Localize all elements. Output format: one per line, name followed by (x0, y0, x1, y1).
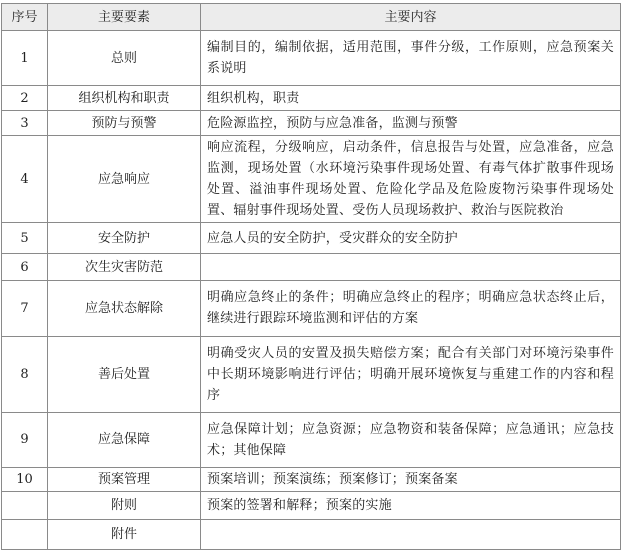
row-number: 5 (2, 223, 48, 254)
row-number: 6 (2, 254, 48, 281)
table-row (2, 86, 621, 111)
row-element: 安全防护 (48, 223, 201, 254)
row-element: 组织机构和职责 (48, 86, 201, 111)
row-number: 9 (2, 412, 48, 467)
row-element: 总则 (48, 31, 201, 86)
row-content: 应急人员的安全防护，受灾群众的安全防护 (201, 223, 621, 254)
table-row (2, 519, 621, 549)
table-row (2, 412, 621, 467)
table-row (2, 491, 621, 519)
row-content: 预案的签署和解释；预案的实施 (201, 491, 621, 519)
row-number (2, 519, 48, 549)
table-row (2, 136, 621, 223)
row-content (201, 254, 621, 281)
emergency-plan-table (1, 3, 621, 550)
table-row (2, 336, 621, 412)
row-element: 应急状态解除 (48, 281, 201, 336)
row-content: 响应流程，分级响应，启动条件，信息报告与处置，应急准备，应急监测，现场处置（水环境污染事件现场处置、有毒气体扩散事件现场处置、溢油事件现场处置、危险化学品及危险废物污染事件现场处置、辐射事件现场处置、受伤人员现场救护、救治与医院救治 (201, 136, 621, 223)
header-content: 主要内容 (201, 4, 621, 31)
row-number: 1 (2, 31, 48, 86)
header-num: 序号 (2, 4, 48, 31)
row-number (2, 491, 48, 519)
row-content: 编制目的，编制依据，适用范围，事件分级，工作原则，应急预案关系说明 (201, 31, 621, 86)
row-element: 应急响应 (48, 136, 201, 223)
row-element: 次生灾害防范 (48, 254, 201, 281)
table-row (2, 31, 621, 86)
row-element: 预防与预警 (48, 111, 201, 136)
row-element: 预案管理 (48, 467, 201, 491)
row-number: 7 (2, 281, 48, 336)
row-element: 附件 (48, 519, 201, 549)
table-row (2, 467, 621, 491)
row-content: 明确受灾人员的安置及损失赔偿方案；配合有关部门对环境污染事件中长期环境影响进行评估；明确开展环境恢复与重建工作的内容和程序 (201, 336, 621, 412)
row-content: 明确应急终止的条件；明确应急终止的程序；明确应急状态终止后，继续进行跟踪环境监测和评估的方案 (201, 281, 621, 336)
row-number: 8 (2, 336, 48, 412)
row-element: 附则 (48, 491, 201, 519)
table-header-row (2, 4, 621, 31)
row-element: 善后处置 (48, 336, 201, 412)
row-element: 应急保障 (48, 412, 201, 467)
row-content: 应急保障计划；应急资源；应急物资和装备保障；应急通讯；应急技术；其他保障 (201, 412, 621, 467)
row-number: 3 (2, 111, 48, 136)
table-row (2, 223, 621, 254)
table-row (2, 254, 621, 281)
row-content (201, 519, 621, 549)
row-content: 组织机构，职责 (201, 86, 621, 111)
row-number: 4 (2, 136, 48, 223)
row-number: 10 (2, 467, 48, 491)
header-element: 主要要素 (48, 4, 201, 31)
table-row (2, 281, 621, 336)
row-content: 危险源监控，预防与应急准备，监测与预警 (201, 111, 621, 136)
row-content: 预案培训；预案演练；预案修订；预案备案 (201, 467, 621, 491)
row-number: 2 (2, 86, 48, 111)
table-row (2, 111, 621, 136)
